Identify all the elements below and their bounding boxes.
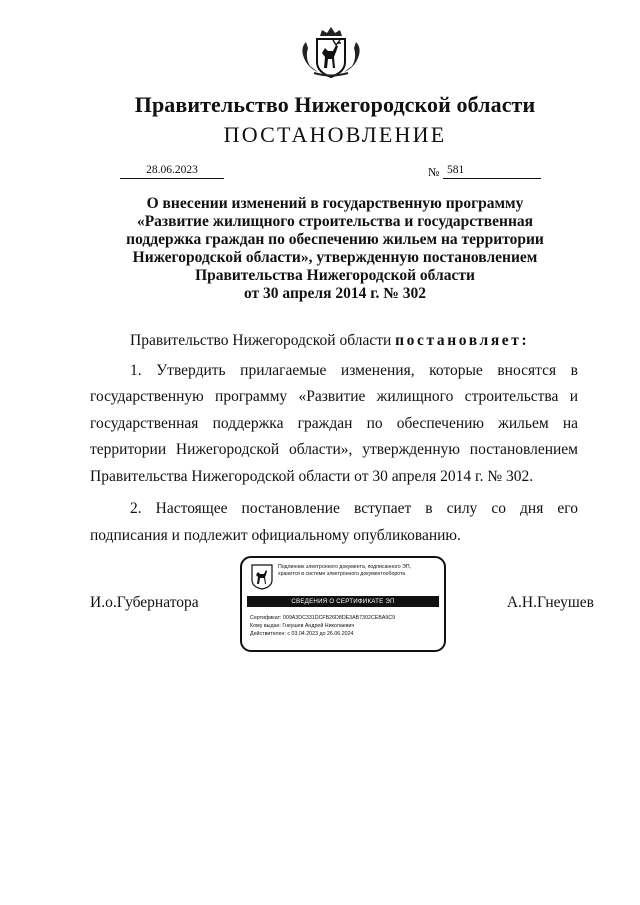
certificate-validity: Действителен: с 03.04.2023 до 26.06.2024: [250, 631, 354, 637]
stamp-header-line: хранится в системе электронного документооборота: [278, 570, 406, 577]
certificate-info: [250, 614, 395, 638]
subject-line: Правительства Нижегородской области: [195, 267, 475, 284]
coat-of-arms-icon: [300, 26, 362, 78]
signatory-name: А.Н.Гнеушев: [506, 594, 594, 611]
number-label: №: [428, 165, 440, 179]
paragraph-1: 1. Утвердить прилагаемые изменения, которые вносятся в государственную программу «Развитие жилищного строительства и государственная поддержка граждан по обеспечению жильем на территории Нижегородской области», утвержденную постановлением Правительства Нижегородской области от 30 апреля 2014 г. № 302.: [90, 361, 578, 485]
paragraph-2: 2. Настоящее постановление вступает в силу со дня его подписания и подлежит официальному опубликованию.: [90, 500, 578, 544]
certificate-owner: Кому выдан: Гнеушев Андрей Николаевич: [250, 623, 355, 629]
subject-line: от 30 апреля 2014 г. № 302: [244, 285, 426, 302]
government-name: Правительство Нижегородской области: [134, 92, 536, 117]
electronic-signature-stamp: [240, 556, 446, 652]
intro-paragraph: [90, 328, 578, 355]
stamp-header: [278, 564, 442, 577]
intro-text: Правительство Нижегородской области: [130, 332, 396, 349]
subject-line: Нижегородской области», утвержденную постановлением: [132, 249, 538, 266]
deer-emblem-icon: [251, 564, 273, 590]
document-type: ПОСТАНОВЛЕНИЕ: [223, 122, 447, 147]
certificate-number: Сертификат: 009A3DC331DCFB26D8DE3AB7302CEBA9C9: [250, 615, 396, 621]
signatory-role: И.о.Губернатора: [90, 594, 199, 611]
subject-line: О внесении изменений в государственную программу: [146, 195, 524, 212]
document-date: 28.06.2023: [120, 164, 224, 179]
stamp-title: СВЕДЕНИЯ О СЕРТИФИКАТЕ ЭП: [247, 596, 439, 607]
subject-line: поддержка граждан по обеспечению жильем на территории: [126, 231, 544, 248]
document-number: 581: [443, 164, 541, 179]
document-subject: [110, 195, 560, 303]
intro-emphasis: постановляет:: [395, 332, 530, 349]
subject-line: «Развитие жилищного строительства и государственная: [136, 213, 534, 230]
document-body: [90, 328, 578, 555]
stamp-header-line: Подлинник электронного документа, подписанного ЭП,: [278, 564, 412, 570]
